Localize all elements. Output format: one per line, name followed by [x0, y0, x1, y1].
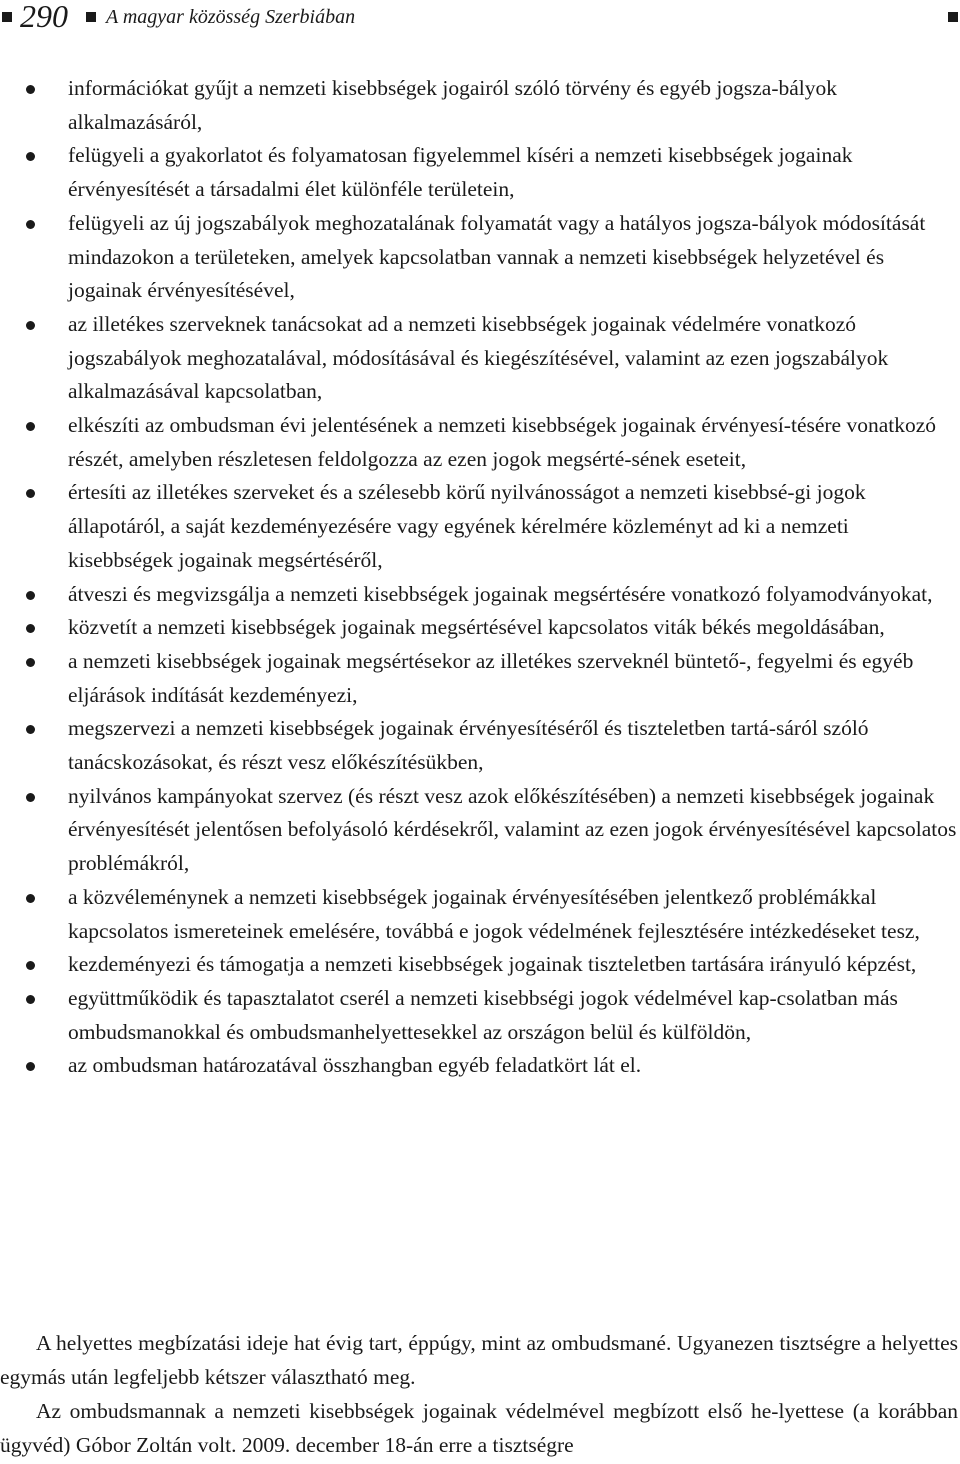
bullet-icon	[26, 793, 35, 802]
list-item	[68, 1049, 958, 1083]
running-head	[0, 0, 960, 36]
list-item	[68, 207, 958, 308]
list-item	[68, 948, 958, 982]
bullet-icon	[26, 961, 35, 970]
bullet-icon	[26, 220, 35, 229]
list-item	[68, 308, 958, 409]
bullet-icon	[26, 725, 35, 734]
page-number: 290	[20, 0, 68, 34]
list-item-text: közvetít a nemzeti kisebbségek jogainak megsértésével kapcsolatos viták békés megoldásában,	[68, 615, 885, 640]
bullet-icon	[26, 85, 35, 94]
list-item-text: az ombudsman határozatával összhangban egyéb feladatkört lát el.	[68, 1053, 642, 1078]
bullet-icon	[26, 321, 35, 330]
bullet-icon	[26, 591, 35, 600]
list-item-text: értesíti az illetékes szerveket és a szélesebb körű nyilvánosságot a nemzeti kisebbsé-gi jogok állapotáról, a saját kezdeményezésére vagy egyének kérelmére közleményt ad ki a nemzeti kisebbségek jogainak megsértéséről,	[68, 480, 866, 572]
body-paragraph: Az ombudsmannak a nemzeti kisebbségek jogainak védelmével megbízott első he-lyettese (a korábban ügyvéd) Góbor Zoltán volt. 2009. december 18-án erre a tisztségre	[0, 1399, 958, 1457]
list-item-text: információkat gyűjt a nemzeti kisebbségek jogairól szóló törvény és egyéb jogsza-bályok alkalmazásáról,	[68, 76, 837, 134]
bullet-icon	[26, 624, 35, 633]
list-item	[68, 139, 958, 206]
bullet-icon	[26, 152, 35, 161]
list-item-text: a nemzeti kisebbségek jogainak megsértésekor az illetékes szerveknél büntető-, fegyelmi és egyéb eljárások indítását kezdeményezi,	[68, 648, 914, 707]
list-item-text: felügyeli az új jogszabályok meghozatalának folyamatát vagy a hatályos jogsza-bályok módosítását mindazokon a területeken, amelyek kapcsolatban vannak a nemzeti kisebbségek helyzetével és jogainak érvényesítésével,	[68, 210, 926, 303]
square-marker-icon	[2, 12, 12, 22]
list-item-text: az illetékes szerveknek tanácsokat ad a nemzeti kisebbségek jogainak védelmére vonatkozó jogszabályok meghozatalával, módosításával és kiegészítésével, valamint az ezen jogszabályok alkalmazásával kapcsolatban,	[68, 311, 889, 404]
bullet-icon	[26, 489, 35, 498]
duties-list	[68, 72, 958, 1083]
list-item	[68, 611, 958, 645]
list-item	[68, 982, 958, 1049]
list-item	[68, 645, 958, 712]
list-item	[68, 578, 958, 612]
list-item-text: felügyeli a gyakorlatot és folyamatosan figyelemmel kíséri a nemzeti kisebbségek jogainak érvényesítését a társadalmi élet különféle területein,	[68, 143, 853, 202]
square-marker-icon	[948, 12, 958, 22]
list-item	[68, 409, 958, 476]
bullet-icon	[26, 894, 35, 903]
list-item-text: nyilvános kampányokat szervez (és részt vesz azok előkészítésében) a nemzeti kisebbségek jogainak érvényesítését jelentősen befolyásoló kérdésekről, valamint az ezen jogok érvényesítésével kapcsolatos problémákról,	[68, 783, 957, 876]
list-item-text: átveszi és megvizsgálja a nemzeti kisebbségek jogainak megsértésére vonatkozó folyamodványokat,	[68, 581, 933, 606]
list-item	[68, 780, 958, 881]
list-item	[68, 476, 958, 577]
list-item-text: elkészíti az ombudsman évi jelentésének a nemzeti kisebbségek jogainak érvényesí-tésére vonatkozó részét, amelyben részletesen feldolgozza az ezen jogok megsérté-sének eseteit,	[68, 413, 937, 471]
bullet-icon	[26, 422, 35, 431]
running-head-title: A magyar közösség Szerbiában	[106, 6, 356, 28]
list-item-text: együttműködik és tapasztalatot cserél a nemzeti kisebbségi jogok védelmével kap-csolatban más ombudsmanokkal és ombudsmanhelyettesekkel az országon belül és külföldön,	[68, 985, 898, 1044]
body-paragraph: A helyettes megbízatási ideje hat évig tart, éppúgy, mint az ombudsmané. Ugyanezen tisztségre a helyettes egymás után legfeljebb kétszer választható meg.	[0, 1331, 958, 1389]
list-item	[68, 72, 958, 139]
bullet-icon	[26, 1062, 35, 1071]
list-item	[68, 712, 958, 779]
bullet-icon	[26, 995, 35, 1004]
square-marker-icon	[86, 12, 96, 22]
list-item	[68, 881, 958, 948]
list-item-text: megszervezi a nemzeti kisebbségek jogainak érvényesítéséről és tiszteletben tartá-sáról szóló tanácskozásokat, és részt vesz előkészítésükben,	[68, 716, 869, 775]
bullet-icon	[26, 658, 35, 667]
list-item-text: a közvéleménynek a nemzeti kisebbségek jogainak érvényesítésében jelentkező problémákkal kapcsolatos ismereteinek emelésére, továbbá e jogok védelmének fejlesztésére intézkedéseket tesz,	[68, 884, 920, 943]
list-item-text: kezdeményezi és támogatja a nemzeti kisebbségek jogainak tiszteletben tartására irányuló képzést,	[68, 952, 917, 977]
